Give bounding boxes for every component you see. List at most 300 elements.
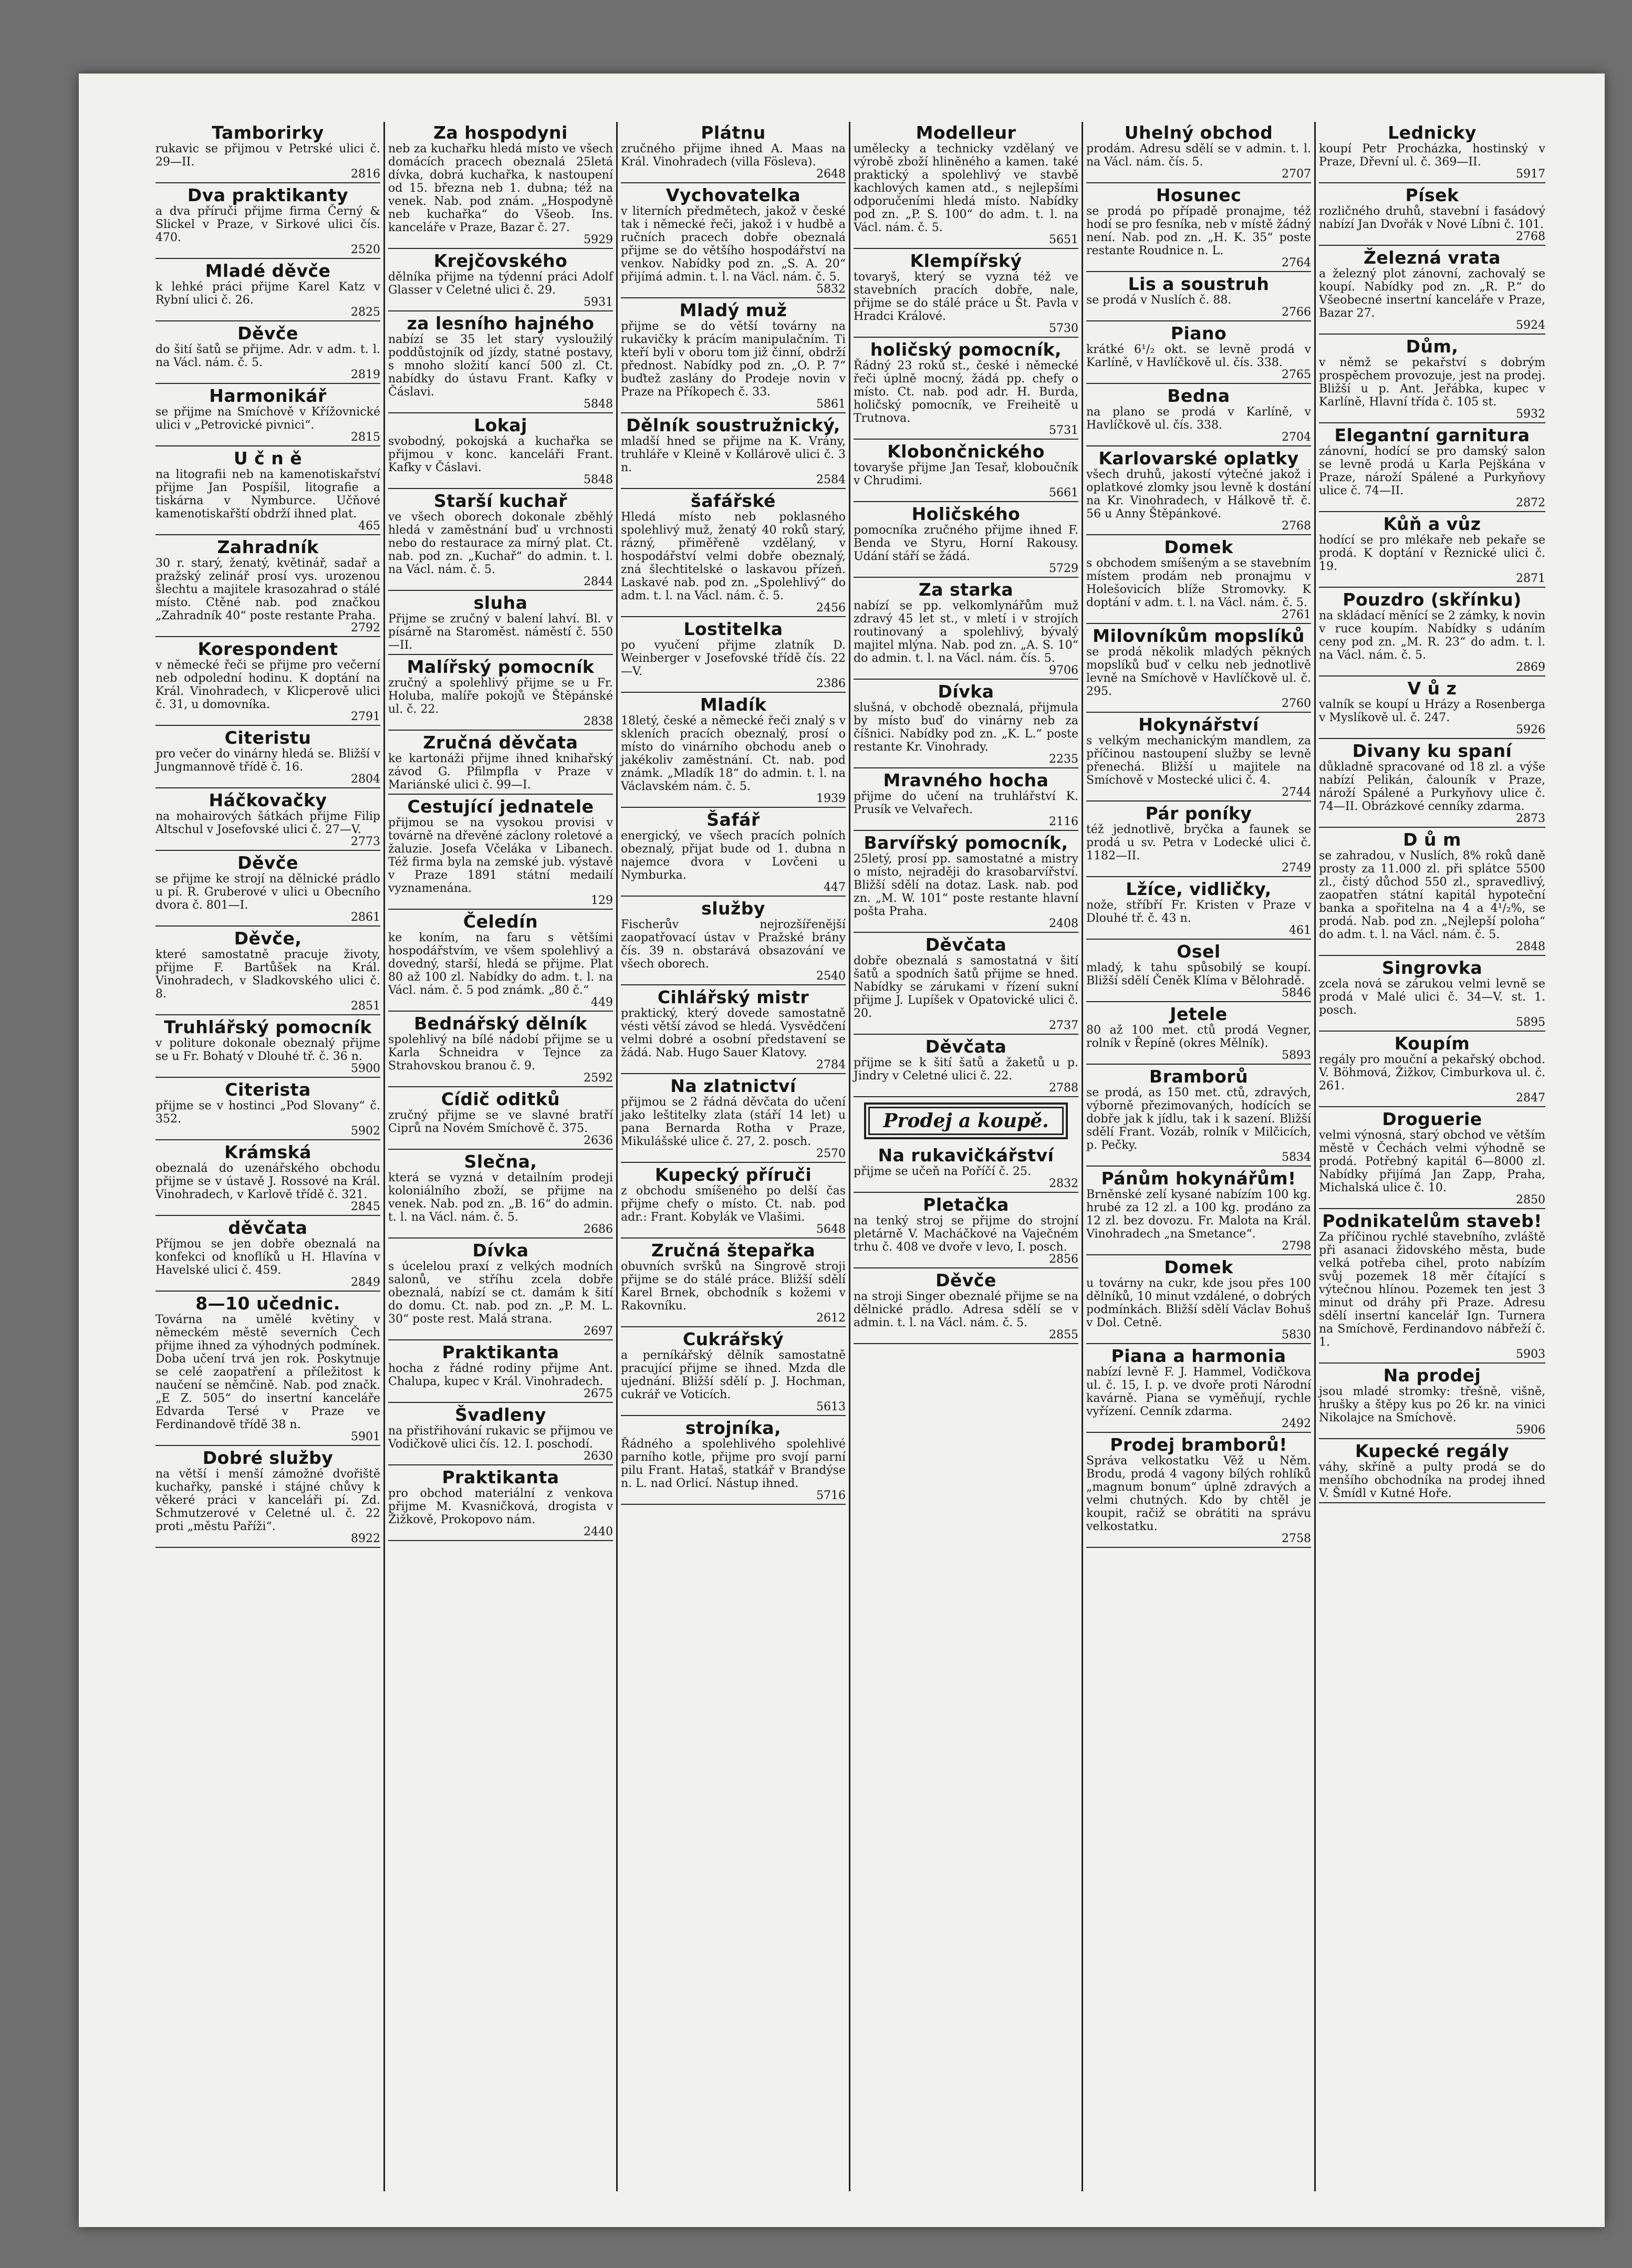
classified-ad xyxy=(1086,1168,1311,1255)
ad-heading: Harmonikář xyxy=(209,386,327,406)
ad-text: praktický, který dovede samostatně vésti větší závod se hledá. Vysvědčení velmi dobré a osobní představení se žádá. Nab. Hugo Sauer Klatovy. xyxy=(621,1007,846,1059)
classified-ad xyxy=(621,122,846,183)
column-1 xyxy=(152,122,385,2191)
ad-text: mladý, k tahu spůsobilý se koupí. Bližší sdělí Čeněk Klíma v Bělohradě. xyxy=(1086,961,1311,987)
ad-heading: Švadleny xyxy=(455,1405,546,1425)
ad-text: Brněnské zelí kysané nabízím 100 kg. hrubé za 12 zl. a 100 kg. prodáno za 12 zl. bez dovozu. Fr. Malota na Král. Vinohradech „na Smetance“. xyxy=(1086,1188,1311,1241)
ad-text: koupí Petr Procházka, hostinský v Praze, Dřevní ul. č. 369—II. xyxy=(1319,142,1545,169)
classified-ad xyxy=(621,1075,846,1163)
ad-number: 2832 xyxy=(1049,1177,1078,1190)
classified-ad xyxy=(388,911,613,1012)
ad-heading: Divany ku spaní xyxy=(1352,741,1512,761)
ad-heading: Čeledín xyxy=(463,911,538,932)
classified-ad xyxy=(388,1404,613,1465)
ad-heading: Pletačka xyxy=(923,1194,1009,1215)
classified-ad xyxy=(155,448,380,535)
classified-ad xyxy=(1086,625,1311,713)
ad-number: 5929 xyxy=(584,233,613,246)
ad-heading: Železná vrata xyxy=(1363,247,1501,268)
ad-text: nabízí se pp. velkomlynářům muž zdravý 45 let st., v mletí i v strojích routinovaný a spolehlivý, bývalý majitel mlýna. Nab. pod zn. „A. S. 10“ do admin. t. l. na Václ. nám. čís. 5. xyxy=(854,599,1078,665)
ad-heading: Starší kuchař xyxy=(433,491,568,511)
classified-ad xyxy=(854,681,1078,768)
ad-text: váhy, skříně a pulty prodá se do menšího obchodníka na prodej ihned V. Šmídl v Kutné Hoře. xyxy=(1319,1461,1545,1500)
ad-heading: 8—10 učednic. xyxy=(195,1293,340,1314)
ad-number: 9706 xyxy=(1049,664,1078,677)
ad-text: přijme do učení na truhlářství K. Prusík ve Velvařech. xyxy=(854,790,1078,816)
ad-heading: Kůň a vůz xyxy=(1383,514,1481,534)
ad-heading: Krejčovského xyxy=(433,251,568,271)
ad-text: se prodá po případě pronajme, též hodí se pro fesníka, neb v místě žádný není. Nab. pod zn. „H. K. 35“ poste restante Roudnice n. L. xyxy=(1086,205,1311,257)
ad-number: 2737 xyxy=(1049,1019,1078,1032)
ad-number: 461 xyxy=(1289,924,1311,937)
classified-ad xyxy=(155,638,380,726)
ad-heading: Cukrářský xyxy=(682,1329,784,1349)
ad-text: všech druhů, jakostí výtečné jakož i oplatkové zlomky jsou levně k dostání na Kr. Vinohradech, v Hálkově tř. č. 56 u Anny Štěpánkové. xyxy=(1086,468,1311,521)
ad-heading: Vychovatelka xyxy=(666,185,801,205)
ad-text: velmi výnosná, starý obchod ve větším městě v Čechách velmi výhodně se prodá. Potřebný kapitál 6—8000 zl. Nabídky přijímá Jan Zapp, Praha, Michalská ulice č. 10. xyxy=(1319,1129,1545,1194)
ad-number: 5931 xyxy=(584,296,613,309)
column-3 xyxy=(618,122,850,2191)
ad-heading: Mladý muž xyxy=(679,300,787,320)
ad-heading: Piano xyxy=(1170,323,1227,344)
classified-ad xyxy=(388,592,613,655)
ad-number: 5900 xyxy=(351,1062,380,1075)
ad-number: 2845 xyxy=(351,1200,380,1213)
classified-ad xyxy=(621,1164,846,1239)
ad-heading: Na prodej xyxy=(1383,1365,1481,1386)
classified-ad xyxy=(155,1079,380,1140)
ad-heading: Milovníkům mopslíků xyxy=(1093,626,1305,646)
classified-ad xyxy=(155,727,380,788)
ad-text: přijme se v hostinci „Pod Slovany“ č. 352. xyxy=(155,1099,380,1126)
classified-ad xyxy=(1086,536,1311,624)
ad-number: 5902 xyxy=(351,1125,380,1138)
ad-number: 1939 xyxy=(816,792,846,805)
ad-text: se přijme ke strojí na dělnické prádlo u pí. R. Gruberové v ulici u Obecního dvora č. 801—I. xyxy=(155,872,380,912)
ad-heading: Dělník soustružnický, xyxy=(626,415,840,435)
ad-text: s obchodem smíšeným a se stavebním místem prodám neb pronajmu v Holešovicích blíže Stromovky. K doptání v adm. t. l. na Václ. nám. č. 5. xyxy=(1086,557,1311,609)
section-box-prodej-a-koupe: Prodej a koupě. xyxy=(864,1102,1068,1139)
ad-heading: Lžíce, vidličky, xyxy=(1126,879,1272,899)
ad-text: na skládací měnící se 2 zámky, k novin v ruce koupím. Nabídky s udáním ceny pod zn. „M. R. 23“ do adm. t. l. na Václ. nám. č. 5. xyxy=(1319,609,1545,662)
ad-number: 2819 xyxy=(351,368,380,381)
classified-ad xyxy=(388,656,613,731)
classified-ad xyxy=(155,184,380,259)
ad-heading: Hokynářství xyxy=(1138,714,1259,735)
column-6 xyxy=(1316,122,1548,2191)
ad-text: Správa velkostatku Věž u Něm. Brodu, prodá 4 vagony bílých rohlíků „magnum bonum“ úplně zdravých a velmi chutných. Kdo by chtěl je koupit, račiž se obrátiti na správu velkostatku. xyxy=(1086,1454,1311,1533)
ad-heading: Karlovarské oplatky xyxy=(1098,448,1299,469)
ad-heading: Šafář xyxy=(706,809,760,830)
ad-number: 2765 xyxy=(1282,368,1311,381)
ad-number: 5731 xyxy=(1049,424,1078,437)
ad-heading: Dobré služby xyxy=(202,1448,334,1468)
ad-heading: Zručná děvčata xyxy=(423,732,578,753)
classified-ad xyxy=(388,1151,613,1239)
ad-number: 5661 xyxy=(1049,486,1078,500)
ad-number: 2636 xyxy=(584,1134,613,1147)
ad-number: 2456 xyxy=(816,601,846,615)
ad-number: 5834 xyxy=(1282,1151,1311,1164)
ad-number: 2847 xyxy=(1516,1091,1545,1105)
ad-number: 2704 xyxy=(1282,431,1311,444)
ad-heading: Bednářský dělník xyxy=(414,1013,587,1034)
ad-number: 5924 xyxy=(1516,319,1545,332)
ad-number: 5926 xyxy=(1516,723,1545,736)
ad-text: z obchodu smíšeného po delší čas přijme chefy o místo. Ct. nab. pod adr.: Frant. Kobylák ve Vlašimi. xyxy=(621,1184,846,1224)
classified-ad xyxy=(1319,829,1545,956)
ad-text: mladší hned se přijme na K. Vrány, truhláře v Kleině v Kollárově ulici č. 3 n. xyxy=(621,435,846,474)
ad-number: 2761 xyxy=(1282,608,1311,621)
ad-text: dobře obeznalá s samostatná v šití šatů a spodních šatů přijme se hned. Nabídky se zárukami v řízení sukní přijme J. Lupíšek v Opatovické ulici č. 20. xyxy=(854,954,1078,1020)
classified-ad xyxy=(155,122,380,183)
ad-number: 2758 xyxy=(1282,1532,1311,1545)
ad-number: 2788 xyxy=(1049,1081,1078,1095)
classified-ad xyxy=(621,1417,846,1505)
ad-number: 2844 xyxy=(584,575,613,588)
ad-text: zánovní, hodící se pro damský salon se levně prodá u Karla Pejškána v Praze, nároží Spálené a Purkyňovy ulice č. 74—II. xyxy=(1319,445,1545,497)
ad-heading: Plátnu xyxy=(701,122,766,143)
ad-number: 5716 xyxy=(816,1489,846,1502)
ad-number: 465 xyxy=(358,519,380,533)
classified-ad xyxy=(155,1141,380,1216)
ad-number: 2798 xyxy=(1282,1240,1311,1253)
column-4 xyxy=(850,122,1083,2191)
ad-text: přijme se učeň na Poříčí č. 25. xyxy=(854,1165,1031,1178)
ad-heading: Lostitelka xyxy=(683,619,783,639)
classified-ad xyxy=(155,1217,380,1292)
ad-text: spolehlivý na bílé nádobí přijme se u Karla Schneidra v Tejnce za Strahovskou branou č. 9. xyxy=(388,1033,613,1073)
classified-ad xyxy=(388,1240,613,1340)
ad-heading: za lesního hajného xyxy=(407,313,595,334)
ad-number: 2520 xyxy=(351,243,380,256)
ad-number: 2791 xyxy=(351,710,380,723)
ad-heading: Domek xyxy=(1164,537,1233,557)
classified-ad xyxy=(854,1194,1078,1268)
ad-heading: Klempířský xyxy=(910,251,1022,271)
ad-heading: Lednicky xyxy=(1388,122,1477,143)
ad-number: 2584 xyxy=(816,473,846,486)
ad-text: zručný přijme se ve slavné bratří Ciprů na Novém Smíchově č. 375. xyxy=(388,1109,613,1135)
ad-heading: Dívka xyxy=(938,681,994,702)
ad-heading: Piana a harmonia xyxy=(1111,1346,1286,1366)
ad-heading: Koupím xyxy=(1394,1033,1470,1054)
classified-ad xyxy=(854,503,1078,578)
ad-number: 2768 xyxy=(1282,519,1311,533)
ad-heading: Děvčata xyxy=(925,1036,1007,1057)
ad-heading: Hosunec xyxy=(1156,185,1242,205)
ad-heading: Na rukavičkářství xyxy=(878,1145,1054,1166)
ad-number: 5651 xyxy=(1049,233,1078,246)
ad-text: prodám. Adresu sdělí se v admin. t. l. na Václ. nám. čís. 5. xyxy=(1086,142,1311,169)
ad-number: 2869 xyxy=(1516,661,1545,674)
classified-ad xyxy=(854,934,1078,1035)
classified-ad xyxy=(1086,184,1311,272)
ad-text: dělníka přijme na týdenní práci Adolf Glasser v Celetné ulici č. 29. xyxy=(388,271,613,297)
ad-text: na přistřihování rukavic se přijmou ve Vodičkově ulici čís. 12. I. poschodí. xyxy=(388,1424,613,1451)
column-2 xyxy=(385,122,618,2191)
ad-text: zručného přijme ihned A. Maas na Král. Vinohradech (villa Fösleva). xyxy=(621,142,846,169)
ad-heading: Za hospodyni xyxy=(433,122,568,143)
classified-ad xyxy=(388,796,613,910)
classified-ad xyxy=(621,898,846,985)
ad-heading: Bedna xyxy=(1167,386,1230,406)
ad-text: nabízí levně F. J. Hammel, Vodičkova ul. č. 15, I. p. ve dvoře proti Národní kavárně. Piana se vyměňují, rychle vyřízení. Cenník zdarma. xyxy=(1086,1366,1311,1418)
classified-ad xyxy=(621,618,846,693)
classified-ad xyxy=(1086,385,1311,446)
ad-text: které samostatně pracuje životy, přijme F. Bartůšek na Král. Vinohradech, v Sladkovského ulici č. 8. xyxy=(155,948,380,1001)
ad-number: 5730 xyxy=(1049,322,1078,335)
ad-text: Přijme se zručný v balení lahví. Bl. v písárně na Staroměst. náměstí č. 550—II. xyxy=(388,612,613,652)
ad-number: 2784 xyxy=(816,1058,846,1071)
classified-ad xyxy=(1319,336,1545,423)
classified-ad xyxy=(1319,1033,1545,1107)
classified-ad xyxy=(854,769,1078,831)
classified-ad xyxy=(1086,941,1311,1002)
classified-ad xyxy=(1086,878,1311,940)
classified-ad xyxy=(621,986,846,1074)
ad-heading: Malířský pomocník xyxy=(407,657,595,677)
ad-number: 2697 xyxy=(584,1325,613,1338)
ad-heading: Prodej bramborů! xyxy=(1110,1434,1287,1455)
ad-number: 5893 xyxy=(1282,1049,1311,1062)
classified-ad xyxy=(388,313,613,413)
ad-text: nabízí se 35 let starý vysloužilý poddůstojník od jízdy, statné postavy, s mnoho složití kancí 500 zl. Ct. nabídky do ústavu Frant. Kafky v Čáslavi. xyxy=(388,333,613,399)
ad-heading: Truhlářský pomocník xyxy=(164,1017,372,1037)
ad-number: 2492 xyxy=(1282,1417,1311,1430)
ad-number: 2648 xyxy=(816,168,846,181)
ad-text: do šití šatů se přijme. Adr. v adm. t. l. na Václ. nám. č. 5. xyxy=(155,343,380,369)
ad-heading: děvčata xyxy=(228,1218,308,1238)
ad-heading: Písek xyxy=(1405,185,1459,205)
classified-ad xyxy=(155,789,380,851)
ad-text: zručný a spolehlivý přijme se u Fr. Holuba, malíře pokojů ve Štěpánské ul. č. 22. xyxy=(388,677,613,716)
ad-text: Příjmou se jen dobře obeznalá na konfekci od knoflíků u H. Hlavína v Havelské ulici č. 459. xyxy=(155,1237,380,1277)
ad-heading: Za starka xyxy=(918,579,1014,600)
ad-text: rozličného druhů, stavební i fasádový nabízí Jan Dvořák v Nové Líbni č. 101. xyxy=(1319,205,1545,231)
classified-ad xyxy=(1319,122,1545,183)
ad-number: 2116 xyxy=(1049,815,1078,828)
ad-number: 2675 xyxy=(584,1387,613,1400)
classified-ad xyxy=(854,122,1078,249)
classified-ad xyxy=(388,414,613,489)
classified-ad xyxy=(1086,1066,1311,1167)
classified-ad xyxy=(621,414,846,489)
classified-ad xyxy=(388,1013,613,1087)
classified-ad xyxy=(1319,1440,1545,1503)
ad-text: se prodá v Nuslích č. 88. xyxy=(1086,294,1232,307)
ad-text: neb za kuchařku hledá místo ve všech domácích pracech obeznalá 25letá dívka, dobrá kuchařka, k nastoupení od 15. března neb 1. dubna; též na venek. Nab. pod znám. „Hospodyně neb kuchařka“ do Všeob. Ins. kanceláře v Praze, Bazar č. 27. xyxy=(388,142,613,234)
classified-ad xyxy=(1319,1108,1545,1209)
classified-columns xyxy=(152,122,1550,2191)
classified-ad xyxy=(155,1016,380,1078)
classified-ad xyxy=(1086,322,1311,384)
ad-text: důkladně spracované od 18 zl. a výše nabízí Pelikán, čalouník v Praze, nároží Spálené a Purkyňovy ulice č. 74—II. Obrázkové cenníky zdarma. xyxy=(1319,761,1545,813)
ad-text: v německé řeči se přijme pro večerní neb odpolední hodinu. K doptání na Král. Vinohradech, v Klicperově ulici č. 31, u domovníka. xyxy=(155,659,380,711)
ad-number: 5848 xyxy=(584,398,613,411)
ad-text: pro večer do vinárny hledá se. Bližší v Jungmannově třídě č. 16. xyxy=(155,747,380,774)
ad-number: 2686 xyxy=(584,1223,613,1236)
ad-heading: Korespondent xyxy=(197,639,338,659)
ad-text: a dva příruči přijme firma Černý & Slickel v Praze, v Sirkové ulici čís. 470. xyxy=(155,205,380,244)
ad-heading: Dívka xyxy=(472,1240,529,1261)
ad-number: 2764 xyxy=(1282,256,1311,269)
ad-text: s velkým mechanickým mandlem, za příčinou nastoupení služby se levně přenechá. Bližší u majitele na Smíchově v Mostecké ulici č. 4. xyxy=(1086,734,1311,787)
ad-text: přijmou se na vysokou provisi v továrně na dřevěné záclony roletové a žaluzie. Josefa Včeláka v Libanech. Též firma byla na zemské jub. výstavě v Praze 1891 státní medailí vyznamenána. xyxy=(388,816,613,895)
ad-heading: strojníka, xyxy=(685,1418,782,1438)
ad-number: 5903 xyxy=(1516,1348,1545,1361)
ad-number: 5861 xyxy=(816,398,846,411)
classified-ad xyxy=(1086,273,1311,321)
ad-number: 5848 xyxy=(584,473,613,486)
classified-ad xyxy=(854,579,1078,680)
classified-ad xyxy=(388,1341,613,1403)
ad-text: pomocníka zručného přijme ihned F. Benda ve Styru, Horní Rakousy. Udání stáří se žádá. xyxy=(854,524,1078,563)
ad-heading: Děvče xyxy=(935,1270,996,1291)
classified-ad xyxy=(388,122,613,249)
ad-heading: Elegantní garnitura xyxy=(1334,425,1530,445)
ad-text: s úcelelou praxí z velkých modních salonů, ve stříhu zcela dobře obeznalá, nabízí se ct. damám k šití do domu. Ct. nab. pod zn. „P. M. L. 30“ poste rest. Malá strana. xyxy=(388,1260,613,1326)
ad-number: 2630 xyxy=(584,1450,613,1463)
ad-number: 2235 xyxy=(1049,753,1078,766)
classified-ad xyxy=(621,299,846,413)
ad-number: 2815 xyxy=(351,431,380,444)
ad-text: Továrna na umělé květiny v německém městě severních Čech přijme ihned za výhodných podmínek. Doba učení trvá jen rok. Poskytnuje se celé zaopatření a příležitost k naučení se němčině. Nab. pod značk. „E Z. 505“ do insertní kanceláře Edvarda Tersé v Praze ve Ferdinandově třídě 38 n. xyxy=(155,1313,380,1431)
column-5 xyxy=(1083,122,1316,2191)
classified-ad xyxy=(155,322,380,384)
ad-heading: Krámská xyxy=(224,1142,311,1162)
ad-text: 25letý, prosí pp. samostatné a mistry o místo, nejraději do krasobarvířství. Bližší sdělí na dotaz. Lask. nab. pod zn. „M. W. 101“ poste restante hlavní pošta Praha. xyxy=(854,852,1078,918)
ad-text: ke koním, na faru s většími hospodářstvím, ve všem spolehlivý a dovedný, starší, hledá se přijme. Plat 80 až 100 zl. Nabídky do adm. t. l. na Václ. nám. č. 5 pod známk. „80 č.“ xyxy=(388,931,613,997)
ad-number: 2768 xyxy=(1516,230,1545,243)
ad-text: Hledá místo neb poklasného spolehlivý muž, ženatý 40 roků starý, rázný, přiměřeně vzdělaný, v hospodářství velmi dobře obeznalý, zná šlechtitelské o laskavou přízeň. Laskavé nab. pod zn. „Spolehlivý“ do adm. t. l. na Václ. nám. č. 5. xyxy=(621,511,846,602)
ad-number: 5932 xyxy=(1516,408,1545,421)
ad-text: se zahradou, v Nuslích, 8% roků daně prosty za 11.000 zl. při splátce 5500 zl., čistý důchod 550 zl., spravedlivý, zaopatřen státní kapitál hypoteční banka a spořitelna na 4 a 4¹/₂%, se prodá. Nab. pod zn. „Nejlepší poloha“ do adm. t. l. na Václ. nám. č. 5. xyxy=(1319,849,1545,941)
ad-number: 2871 xyxy=(1516,572,1545,585)
ad-text: na plano se prodá v Karlíně, v Havlíčkově ul. čís. 338. xyxy=(1086,405,1311,432)
ad-text: hocha z řádné rodiny přijme Ant. Chalupa, kupec v Král. Vinohradech. xyxy=(388,1362,613,1388)
ad-heading: Domek xyxy=(1164,1257,1233,1277)
ad-heading: Podnikatelům staveb! xyxy=(1322,1211,1542,1231)
ad-text: na větší i menší zámožné dvořiště kuchařky, panské i stájné chůvy k věkeré práci v kanceláři pí. Zd. Schmutzerové v Celetné ul. č. 22 proti „městu Paříži“. xyxy=(155,1468,380,1533)
classified-ad xyxy=(388,1466,613,1541)
ad-heading: šafářské xyxy=(691,491,776,511)
ad-number: 5846 xyxy=(1282,986,1311,1000)
classified-ad xyxy=(1319,247,1545,335)
classified-ad xyxy=(854,1145,1078,1193)
ad-text: 18letý, české a německé řeči znalý s v skleních pracích obeznalý, prosí o místo do vinárního obchodu aneb o jakékoliv zaměstnání. Ct. nab. pod známk. „Mladík 18“ do admin. t. l. na Václavském nám. č. 5. xyxy=(621,714,846,793)
ad-heading: Kupecké regály xyxy=(1355,1441,1510,1461)
ad-text: Fischerův nejrozšířenější zaopatřovací ústav v Pražské brány čís. 39 n. obstarává obsazování ve všech oborech. xyxy=(621,918,846,971)
ad-number: 5648 xyxy=(816,1223,846,1236)
classified-ad xyxy=(388,732,613,795)
classified-ad xyxy=(388,250,613,311)
ad-text: regály pro mouční a pekařský obchod. V. Böhmová, Žižkov, Cimburkova ul. č. 261. xyxy=(1319,1053,1545,1093)
classified-ad xyxy=(155,852,380,927)
ad-text: pro obchod materiální z venkova přijme M. Kvasničková, drogista v Žižkově, Prokopovo nám. xyxy=(388,1487,613,1526)
ad-heading: Holičského xyxy=(911,504,1021,524)
ad-text: energický, ve všech pracích polních obeznalý, přijat bude od 1. dubna n najemce dvora v Lovčeni u Nymburka. xyxy=(621,829,846,882)
ad-number: 2707 xyxy=(1282,168,1311,181)
ad-heading: Singrovka xyxy=(1381,958,1483,978)
ad-heading: U č n ě xyxy=(233,448,303,469)
ad-heading: Jetele xyxy=(1170,1004,1228,1024)
ad-heading: D ů m xyxy=(1403,829,1461,850)
ad-heading: Cestující jednatele xyxy=(407,796,594,817)
ad-heading: Mladé děvče xyxy=(205,261,331,281)
classified-ad xyxy=(1319,424,1545,512)
classified-ad xyxy=(1086,122,1311,183)
ad-number: 2851 xyxy=(351,1000,380,1013)
classified-ad xyxy=(854,441,1078,502)
ad-number: 2855 xyxy=(1049,1328,1078,1341)
classified-ad xyxy=(155,1293,380,1446)
classified-ad xyxy=(854,1270,1078,1344)
classified-ad xyxy=(1319,1210,1545,1364)
ad-text: hodící se pro mlékaře neb pekaře se prodá. K doptání v Řeznické ulici č. 19. xyxy=(1319,534,1545,573)
ad-heading: Děvče xyxy=(237,852,298,873)
ad-text: umělecky a technicky vzdělaný ve výrobě zboží hliněného a kamen. také praktický a spolehlivý ve stavbě kachlových kamen atd., s nejlepšími odporučeními hledá místo. Nabídky pod zn. „P. S. 100“ do adm. t. l. na Václ. nám. č. 5. xyxy=(854,142,1078,234)
ad-number: 5613 xyxy=(816,1400,846,1413)
ad-heading: Modelleur xyxy=(916,122,1016,143)
ad-text: se prodá několik mladých pěkných mopslíků buď v celku neb jednotlivě levně na Smíchově v Havlíčkově ul. č. 295. xyxy=(1086,646,1311,698)
classified-ad xyxy=(1319,513,1545,588)
ad-heading: Osel xyxy=(1177,941,1221,962)
classified-ad xyxy=(1319,740,1545,828)
ad-number: 2816 xyxy=(351,168,380,181)
ad-number: 8922 xyxy=(351,1532,380,1545)
ad-number: 2848 xyxy=(1516,940,1545,953)
classified-ad xyxy=(155,260,380,321)
ad-heading: Mladík xyxy=(700,694,767,715)
ad-text: v politure dokonale obeznalý přijme se u Fr. Bohatý v Dlouhé tř. č. 36 n. xyxy=(155,1037,380,1063)
ad-heading: Pouzdro (skřínku) xyxy=(1343,589,1522,610)
ad-text: 80 až 100 met. ctů prodá Vegner, rolník v Řepíně (okres Mělník). xyxy=(1086,1024,1311,1050)
classified-ad xyxy=(854,339,1078,440)
classified-ad xyxy=(1319,1365,1545,1439)
ad-number: 449 xyxy=(591,996,613,1009)
ad-heading: sluha xyxy=(473,592,528,613)
ad-text: ve všech oborech dokonale zběhlý hledá v zaměstnání buď u vrchnosti nebo do restaurace za mírný plat. Ct. nab. pod zn. „Kuchař“ do admin. t. l. na Václ. nám. č. 5. xyxy=(388,511,613,576)
classified-ad xyxy=(621,184,846,298)
ad-number: 5901 xyxy=(351,1430,380,1443)
ad-text: tovaryše přijme Jan Tesař, kloboučník v Chrudimi. xyxy=(854,461,1078,487)
ad-heading: Děvčata xyxy=(925,934,1007,955)
ad-number: 2804 xyxy=(351,773,380,786)
ad-number: 2744 xyxy=(1282,786,1311,799)
ad-text: Řádný 23 roků st., české i německé řeči úplně mocný, žádá pp. chefy o místo. Ct. nab. pod adr. H. Burda, holičský pomocník, ve Freiheitě u Trutnova. xyxy=(854,359,1078,425)
ad-text: Za příčinou rychlé stavebního, zvláště při asanaci židovského města, bude velká potřeba cihel, proto nabízím svůj pozemek 18 měr čítající s výtečnou hlínou. Pozemek ten jest 3 minut od dráhy při Praze. Adresu sdělí insertní kancelář Ign. Turnera na Smíchově, Ferdinandovo nábřeží č. 1. xyxy=(1319,1231,1545,1349)
ad-heading: Zahradník xyxy=(217,537,319,557)
ad-number: 2856 xyxy=(1049,1253,1078,1266)
ad-heading: Pár poníky xyxy=(1145,803,1252,824)
classified-ad xyxy=(621,490,846,617)
ad-number: 2760 xyxy=(1282,697,1311,710)
ad-heading: Cídič oditků xyxy=(441,1089,560,1109)
classified-ad xyxy=(854,832,1078,933)
classified-ad xyxy=(1086,1345,1311,1433)
ad-heading: Lokaj xyxy=(474,415,527,435)
ad-number: 2872 xyxy=(1516,496,1545,509)
ad-heading: Citeristu xyxy=(224,727,311,748)
ad-text: slušná, v obchodě obeznalá, přijmula by místo buď do vinárny neb za číšnici. Nabídky pod zn. „K. L.“ poste restante Kr. Vinohrady. xyxy=(854,701,1078,754)
ad-heading: Lis a soustruh xyxy=(1128,274,1270,294)
ad-number: 129 xyxy=(591,894,613,907)
ad-text: ke kartonáži přijme ihned knihařský závod G. Pfilmpfla v Praze v Mariánské ulici č. 99—I. xyxy=(388,752,613,792)
ad-number: 5906 xyxy=(1516,1423,1545,1437)
ad-text: přijme se k šití šatů a žaketů u p. Jindry v Celetné ulici č. 22. xyxy=(854,1056,1078,1083)
ad-text: obeznalá do uzenářského obchodu přijme se v ústavě J. Rossové na Král. Vinohradech, v Karlově třídě č. 321. xyxy=(155,1162,380,1201)
